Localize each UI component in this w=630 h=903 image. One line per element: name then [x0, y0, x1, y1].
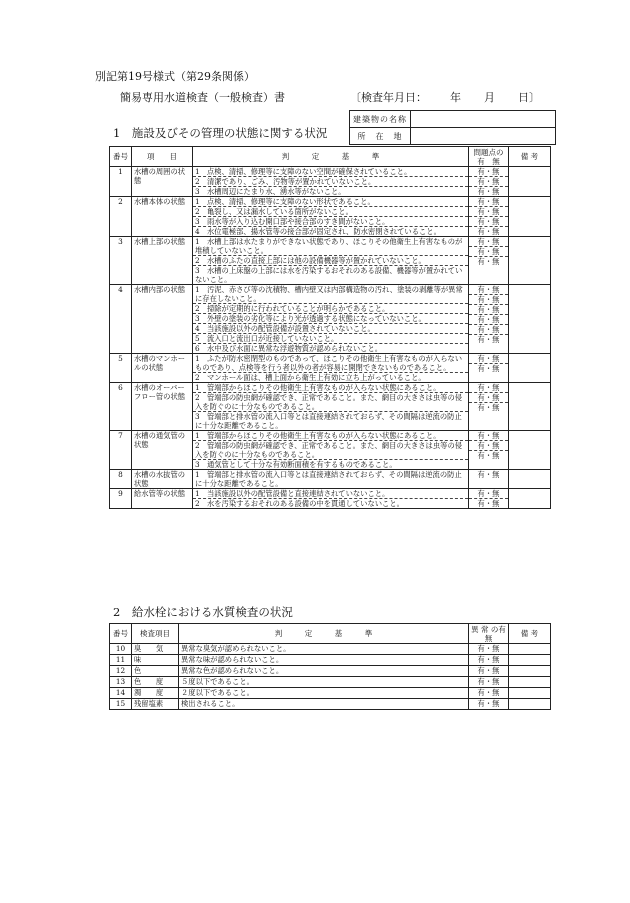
row-item: 給水管等の状態	[132, 489, 193, 509]
row-number: 7	[110, 431, 132, 470]
criteria-line: 1 ふたが防水密閉型のものであって、ほこりその他衛生上有害なものが入らないものであり、点検等を行う者以外の者が容易に開閉できないものであること。	[193, 354, 468, 373]
row-remarks[interactable]	[509, 383, 551, 431]
result-choice[interactable]: 有・無	[469, 177, 508, 187]
row-results	[469, 237, 509, 285]
row-number: 15	[110, 699, 132, 710]
result-choice[interactable]: 有・無	[469, 207, 508, 217]
row-number: 14	[110, 688, 132, 699]
row-remarks[interactable]	[509, 644, 551, 655]
row-number: 13	[110, 677, 132, 688]
table-row	[110, 383, 551, 431]
table-row	[110, 285, 551, 354]
row-results	[469, 383, 509, 431]
result-choice[interactable]: 有・無	[469, 699, 509, 710]
row-results	[469, 431, 509, 470]
row-results	[469, 167, 509, 197]
result-choice[interactable]: 有・無	[469, 441, 508, 451]
criteria-line: 1 当該施設以外の配管設備と直接連結されていないこと。	[193, 489, 468, 499]
table-row	[110, 431, 551, 470]
row-criteria: 異常な臭気が認められないこと。	[179, 644, 469, 655]
row-results	[469, 197, 509, 237]
table-row	[110, 489, 551, 509]
criteria-line: 2 亀裂し、又は漏水している箇所がないこと。	[193, 207, 468, 217]
row-criteria: 検出されること。	[179, 699, 469, 710]
criteria-line: 3 通気管として十分な有効断面積を有するものであること。	[195, 460, 397, 469]
table-row	[110, 470, 551, 489]
date-day: 日〕	[518, 91, 540, 104]
criteria-line: 1 水槽上部は水たまりができない状態であり、ほこりその他衛生上有害なものが堆積していないこと。	[193, 237, 468, 256]
row-item: 味	[132, 655, 179, 666]
criteria-line: 3 水槽の上床盤の上部には水を汚染するおそれのある設備、機器等が置かれていないこと。	[195, 266, 463, 284]
row-number: 8	[110, 470, 132, 489]
result-choice[interactable]: 有・無	[469, 688, 509, 699]
criteria-line: 1 管端部と排水管の流入口等とは直接連結されておらず、その間隔は逆流の防止に十分な距離であること。	[195, 470, 462, 488]
result-choice[interactable]: 有・無	[477, 227, 500, 236]
date-label: 〔検査年月日：	[350, 91, 427, 104]
row-criteria	[193, 354, 469, 383]
row-remarks[interactable]	[509, 197, 551, 237]
result-choice[interactable]: 有・無	[469, 285, 508, 295]
result-choice[interactable]: 有・無	[469, 644, 509, 655]
row-remarks[interactable]	[509, 237, 551, 285]
row-item: 濁 度	[132, 688, 179, 699]
result-choice[interactable]: 有・無	[469, 237, 508, 247]
table-row	[110, 197, 551, 237]
result-choice[interactable]: 有・無	[469, 489, 508, 499]
table-row	[110, 644, 551, 655]
row-number: 5	[110, 354, 132, 383]
row-item: 水槽の通気管の状態	[132, 431, 193, 470]
result-choice[interactable]: 有・無	[469, 383, 508, 393]
building-address-label: 所 在 地	[350, 128, 411, 145]
result-choice[interactable]: 有・無	[477, 335, 500, 344]
criteria-line: 2 マンホール面は、槽上面から衛生上有効に立ち上がっていること。	[195, 373, 426, 382]
table-row	[110, 666, 551, 677]
result-choice[interactable]: 有・無	[469, 305, 508, 315]
result-choice[interactable]: 有・無	[477, 187, 500, 196]
criteria-line: 6 水中及び水面に異常な浮遊物質が認められないこと。	[195, 344, 383, 353]
row-remarks[interactable]	[509, 699, 551, 710]
row-results	[469, 354, 509, 383]
row-item: 水槽上部の状態	[132, 237, 193, 285]
criteria-line: 1 管端部からほこりその他衛生上有害なものが入らない状態にあること。	[193, 383, 468, 393]
row-number: 1	[110, 167, 132, 197]
row-number: 9	[110, 489, 132, 509]
table-row	[110, 237, 551, 285]
criteria-line: 3 水槽周辺にたまり水、湧水等がないこと。	[195, 187, 346, 196]
row-criteria	[193, 285, 469, 354]
row-remarks[interactable]	[509, 677, 551, 688]
row-item: 水槽の周囲の状態	[132, 167, 193, 197]
result-choice[interactable]: 有・無	[469, 295, 508, 305]
result-choice[interactable]: 有・無	[469, 431, 508, 441]
row-criteria	[193, 470, 469, 489]
result-choice[interactable]: 有・無	[469, 247, 508, 257]
document-title: 簡易専用水道検査（一般検査）書	[120, 91, 285, 104]
header-remarks: 備 考	[509, 147, 551, 167]
result-choice[interactable]: 有・無	[477, 257, 500, 266]
row-results	[469, 285, 509, 354]
row-item: 色	[132, 666, 179, 677]
result-choice[interactable]: 有・無	[469, 354, 508, 364]
table-row	[110, 699, 551, 710]
header-criteria: 判 定 基 準	[193, 147, 469, 167]
result-choice[interactable]: 有・無	[477, 499, 500, 508]
row-number: 4	[110, 285, 132, 354]
row-criteria	[193, 237, 469, 285]
form-number: 別記第19号様式（第29条関係）	[95, 70, 255, 83]
row-item: 水槽本体の状態	[132, 197, 193, 237]
row-remarks[interactable]	[509, 489, 551, 509]
row-criteria	[193, 197, 469, 237]
result-choice[interactable]: 有・無	[469, 167, 508, 177]
table-row	[110, 167, 551, 197]
header-no: 番号	[110, 147, 132, 167]
criteria-line: 2 清潔であり、ごみ、汚物等が置かれていないこと。	[193, 177, 468, 187]
date-month: 月	[484, 91, 495, 104]
row-remarks[interactable]	[509, 431, 551, 470]
row-criteria: ２度以下であること。	[179, 688, 469, 699]
criteria-line: 4 当該施設以外の配管設備が設置されていないこと。	[193, 324, 468, 334]
row-number: 3	[110, 237, 132, 285]
row-remarks[interactable]	[509, 666, 551, 677]
row-remarks[interactable]	[509, 167, 551, 197]
table-row	[110, 655, 551, 666]
header-no: 番号	[110, 624, 132, 644]
table-row	[110, 354, 551, 383]
row-item: 水槽のマンホールの状態	[132, 354, 193, 383]
water-quality-table	[109, 623, 551, 710]
building-address-value[interactable]	[411, 128, 556, 145]
result-choice[interactable]: 有・無	[477, 451, 500, 460]
row-number: 12	[110, 666, 132, 677]
row-remarks[interactable]	[509, 285, 551, 354]
criteria-line: 2 管端部の防虫網が確認でき、正常であること。また、網目の大きさは虫等の侵入を防ぐのに十分なものであること。	[193, 393, 468, 412]
criteria-line: 2 掃除が定期的に行われていることが明らかであること。	[193, 304, 468, 314]
row-number: 2	[110, 197, 132, 237]
criteria-line: 1 管端部からほこりその他衛生上有害なものが入らない状態にあること。	[193, 431, 468, 441]
result-choice[interactable]: 有・無	[469, 393, 508, 403]
row-item: 水槽のオーバーフロー管の状態	[132, 383, 193, 431]
row-number: 11	[110, 655, 132, 666]
criteria-line: 3 雨水等が入り込む開口部や接合部のすき間がないこと。	[193, 217, 468, 227]
criteria-line: 3 外壁の塗装の劣化等により光が透過する状態になっていないこと。	[193, 314, 468, 324]
result-choice[interactable]: 有・無	[469, 666, 509, 677]
result-choice[interactable]: 有・無	[469, 677, 509, 688]
header-criteria: 判 定 基 準	[179, 624, 469, 644]
result-choice[interactable]: 有・無	[469, 315, 508, 325]
facility-inspection-table	[109, 146, 551, 509]
row-number: 6	[110, 383, 132, 431]
criteria-line: 1 点検、清掃、修理等に支障のない空間が確保されていること。	[193, 167, 468, 177]
row-item: 水槽の水抜管の状態	[132, 470, 193, 489]
table-row	[110, 677, 551, 688]
row-remarks[interactable]	[509, 354, 551, 383]
criteria-line: 1 点検、清掃、修理等に支障のない形状であること。	[193, 197, 468, 207]
header-item: 検査項目	[132, 624, 179, 644]
criteria-line: 2 管端部の防虫網が確認でき、正常であること。また、網目の大きさは虫等の侵入を防ぐのに十分なものであること。	[193, 441, 468, 460]
section1-title: 1 施設及びその管理の状態に関する状況	[113, 126, 328, 140]
result-choice[interactable]: 有・無	[469, 217, 508, 227]
row-criteria	[193, 167, 469, 197]
criteria-line: 3 管端部と排水管の流入口等とは直接連結されておらず、その間隔は逆流の防止に十分な距離であること。	[195, 412, 462, 430]
building-info-table	[349, 110, 556, 145]
header-problem: 問題点の有 無	[469, 147, 509, 167]
row-item: 残留塩素	[132, 699, 179, 710]
table-row	[110, 688, 551, 699]
criteria-line: 5 流入口と流出口が近接していないこと。	[193, 334, 468, 344]
criteria-line: 2 水を汚染するおそれのある設備の中を貫通していないこと。	[195, 499, 404, 508]
row-remarks[interactable]	[509, 470, 551, 489]
row-criteria: ５度以下であること。	[179, 677, 469, 688]
row-criteria: 異常な味が認められないこと。	[179, 655, 469, 666]
result-choice[interactable]: 有・無	[477, 364, 500, 373]
building-name-value[interactable]	[411, 111, 556, 128]
row-criteria	[193, 489, 469, 509]
result-choice[interactable]: 有・無	[469, 325, 508, 335]
row-number: 10	[110, 644, 132, 655]
criteria-line: 2 水槽のふたの直接上部には他の設備機器等が置かれていないこと。	[193, 256, 468, 266]
row-results	[469, 489, 509, 509]
header-item: 項 目	[132, 147, 193, 167]
building-name-label: 建築物の名称	[350, 111, 411, 128]
result-choice[interactable]: 有・無	[477, 470, 500, 479]
row-remarks[interactable]	[509, 688, 551, 699]
row-item: 水槽内部の状態	[132, 285, 193, 354]
result-choice[interactable]: 有・無	[469, 197, 508, 207]
date-year: 年	[450, 91, 461, 104]
header-remarks: 備 考	[509, 624, 551, 644]
header-abnormal: 異 常 の有 無	[469, 624, 509, 644]
row-item: 臭 気	[132, 644, 179, 655]
row-criteria	[193, 383, 469, 431]
section2-title: 2 給水栓における水質検査の状況	[113, 605, 293, 619]
criteria-line: 4 水位電極部、揚水管等の接合部が固定され、防水密閉されていること。	[195, 227, 441, 236]
row-criteria: 異常な色が認められないこと。	[179, 666, 469, 677]
row-remarks[interactable]	[509, 655, 551, 666]
row-results	[469, 470, 509, 489]
criteria-line: 1 汚泥、赤さび等の沈積物、槽内壁又は内部構造物の汚れ、塗装の剥離等が異常に存在しないこと。	[193, 285, 468, 304]
result-choice[interactable]: 有・無	[477, 403, 500, 412]
row-criteria	[193, 431, 469, 470]
result-choice[interactable]: 有・無	[469, 655, 509, 666]
row-item: 色 度	[132, 677, 179, 688]
